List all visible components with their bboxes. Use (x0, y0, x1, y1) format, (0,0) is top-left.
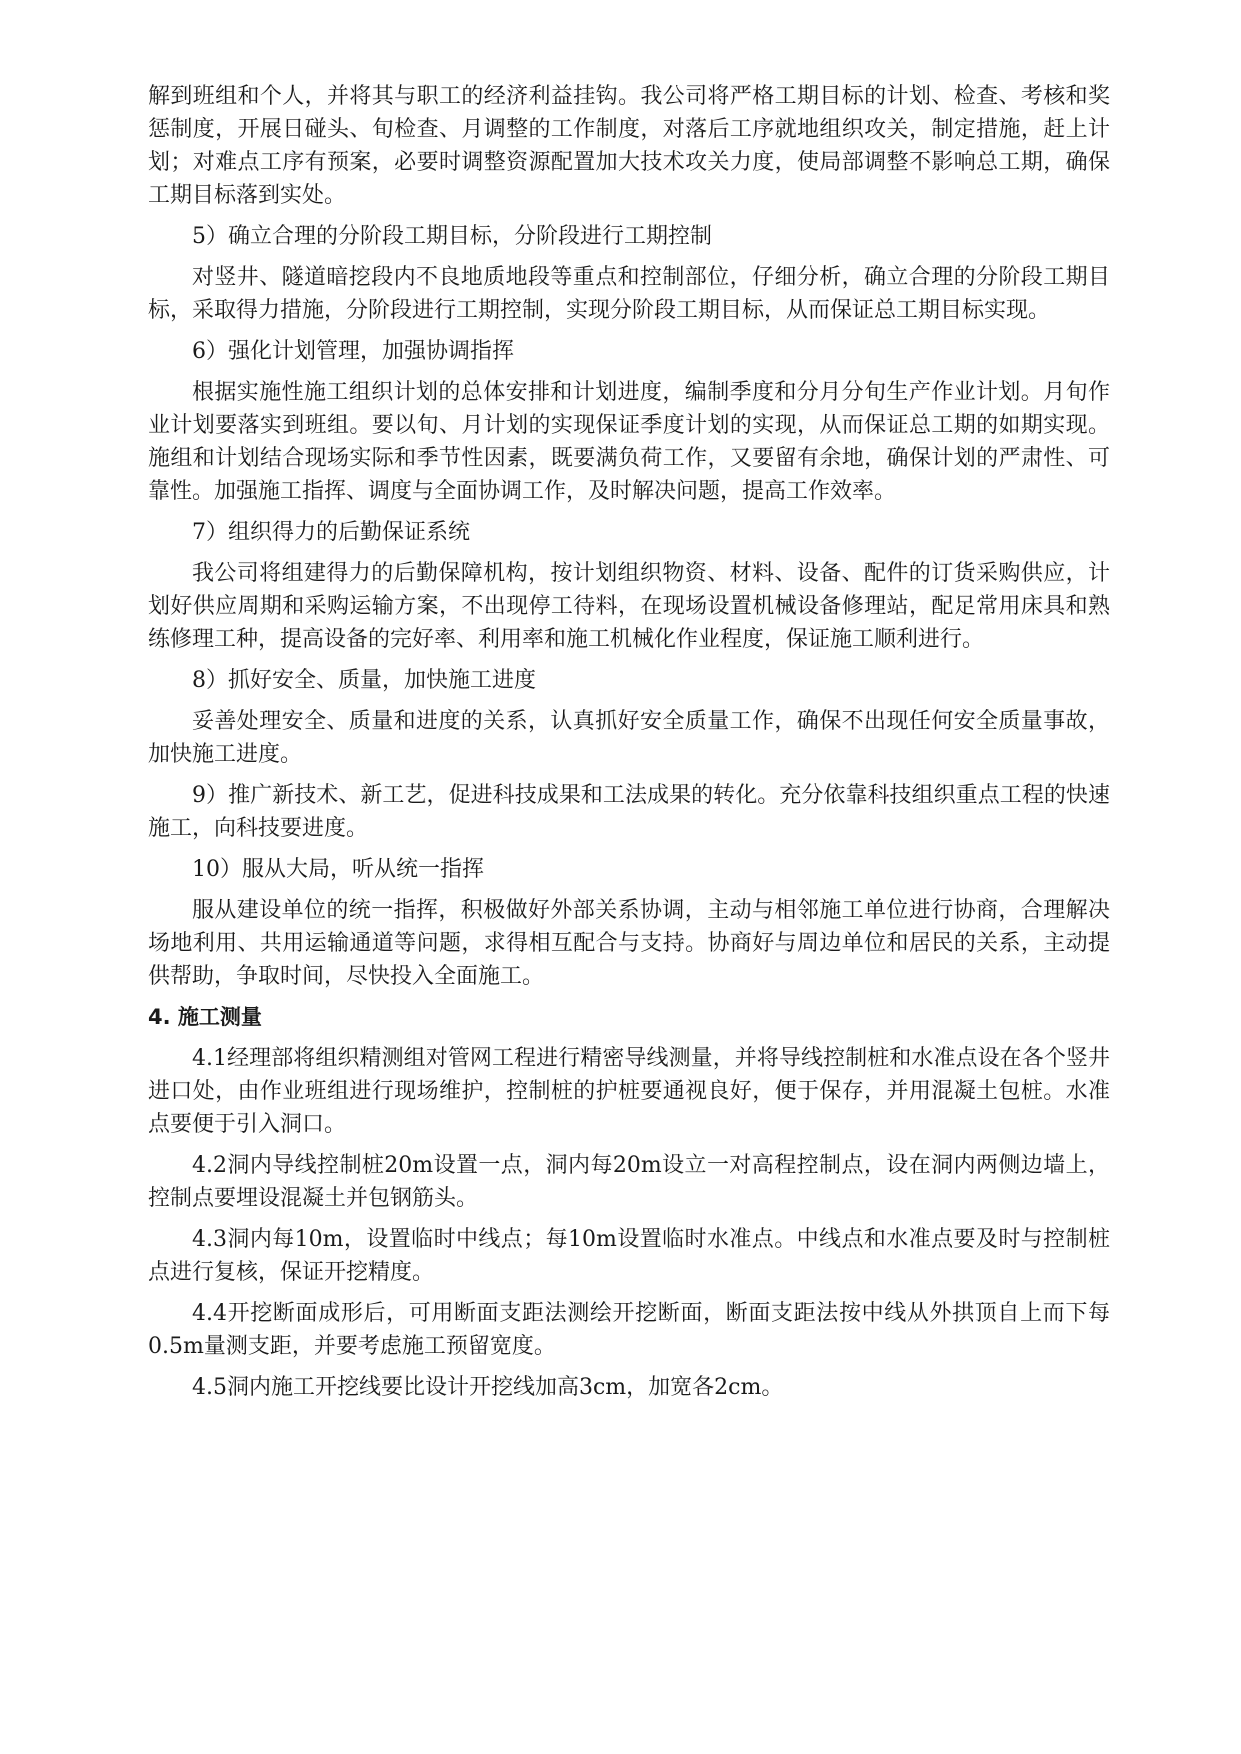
item-6-body: 根据实施性施工组织计划的总体安排和计划进度，编制季度和分月分旬生产作业计划。月旬作业计划要落实到班组。要以旬、月计划的实现保证季度计划的实现，从而保证总工期的如期实现。施组和计划结合现场实际和季节性因素，既要满负荷工作，又要留有余地，确保计划的严肃性、可靠性。加强施工指挥、调度与全面协调工作，及时解决问题，提高工作效率。 (148, 380, 1110, 504)
item-7-body: 我公司将组建得力的后勤保障机构，按计划组织物资、材料、设备、配件的订货采购供应，计划好供应周期和采购运输方案，不出现停工待料，在现场设置机械设备修理站，配足常用床具和熟练修理工种，提高设备的完好率、利用率和施工机械化作业程度，保证施工顺利进行。 (148, 561, 1110, 652)
section-4-5: 4.5洞内施工开挖线要比设计开挖线加高3cm，加宽各2cm。 (192, 1375, 784, 1400)
item-8-body: 妥善处理安全、质量和进度的关系，认真抓好安全质量工作，确保不出现任何安全质量事故，加快施工进度。 (148, 709, 1110, 767)
section-4-4: 4.4开挖断面成形后，可用断面支距法测绘开挖断面，断面支距法按中线从外拱顶自上而下每0.5m量测支距，并要考虑施工预留宽度。 (148, 1301, 1110, 1359)
item-8-heading: 8）抓好安全、质量，加快施工进度 (192, 668, 536, 693)
item-6-heading: 6）强化计划管理，加强协调指挥 (192, 339, 514, 364)
section-4-heading: 4. 施工测量 (148, 1005, 262, 1029)
item-5-heading: 5）确立合理的分阶段工期目标，分阶段进行工期控制 (192, 224, 712, 249)
section-4-2: 4.2洞内导线控制桩20m设置一点，洞内每20m设立一对高程控制点，设在洞内两侧边墙上，控制点要埋设混凝土并包钢筋头。 (148, 1153, 1110, 1211)
section-4-1: 4.1经理部将组织精测组对管网工程进行精密导线测量，并将导线控制桩和水准点设在各个竖井进口处，由作业班组进行现场维护，控制桩的护桩要通视良好，便于保存，并用混凝土包桩。水准点要便于引入洞口。 (148, 1046, 1110, 1137)
item-9-paragraph: 9）推广新技术、新工艺，促进科技成果和工法成果的转化。充分依靠科技组织重点工程的快速施工，向科技要进度。 (148, 783, 1110, 841)
section-4-3: 4.3洞内每10m，设置临时中线点；每10m设置临时水准点。中线点和水准点要及时与控制桩点进行复核，保证开挖精度。 (148, 1227, 1110, 1285)
paragraph-continuation: 解到班组和个人，并将其与职工的经济利益挂钩。我公司将严格工期目标的计划、检查、考核和奖惩制度，开展日碰头、旬检查、月调整的工作制度，对落后工序就地组织攻关，制定措施，赶上计划；对难点工序有预案，必要时调整资源配置加大技术攻关力度，使局部调整不影响总工期，确保工期目标落到实处。 (148, 84, 1110, 208)
item-10-heading: 10）服从大局，听从统一指挥 (192, 857, 484, 882)
item-5-body: 对竖井、隧道暗挖段内不良地质地段等重点和控制部位，仔细分析，确立合理的分阶段工期目标，采取得力措施，分阶段进行工期控制，实现分阶段工期目标，从而保证总工期目标实现。 (148, 265, 1110, 323)
item-7-heading: 7）组织得力的后勤保证系统 (192, 520, 470, 545)
item-10-body: 服从建设单位的统一指挥，积极做好外部关系协调，主动与相邻施工单位进行协商，合理解决场地利用、共用运输通道等问题，求得相互配合与支持。协商好与周边单位和居民的关系，主动提供帮助，争取时间，尽快投入全面施工。 (148, 898, 1110, 989)
